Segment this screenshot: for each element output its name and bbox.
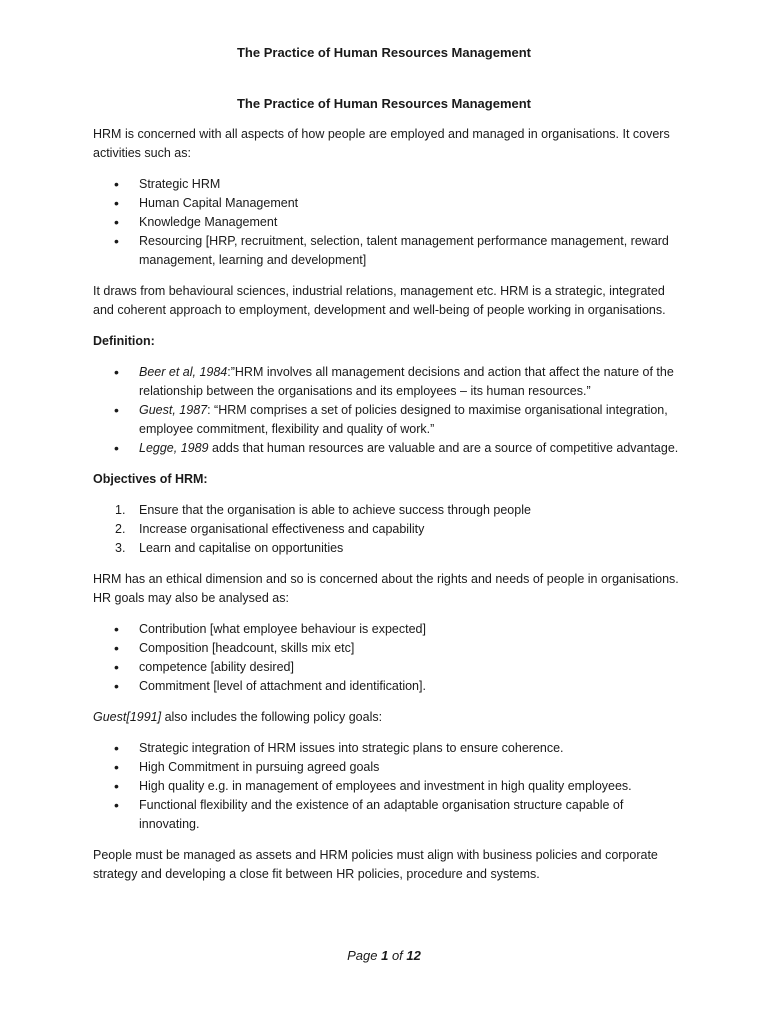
list-item: 1. Ensure that the organisation is able to achieve success through people xyxy=(115,503,531,517)
closing-paragraph: People must be managed as assets and HRM policies must align with business policies and corporate strategy and developing a close fit between HR policies, procedure and systems. xyxy=(93,848,658,881)
list-item: • Human Capital Management xyxy=(93,194,683,213)
list-item: • High Commitment in pursuing agreed goals xyxy=(93,758,683,777)
citation: Beer et al, 1984 xyxy=(139,365,228,379)
page-footer: Page 1 of 12 xyxy=(347,948,421,963)
list-item: • Strategic HRM xyxy=(93,175,683,194)
list-item: • Legge, 1989 adds that human resources are valuable and are a source of competitive advantage. xyxy=(93,439,683,458)
list-item: • Functional flexibility and the existence of an adaptable organisation structure capable of innovating. xyxy=(93,796,683,834)
page-number: 1 xyxy=(381,948,389,963)
guest-intro: Guest[1991] also includes the following policy goals: xyxy=(93,710,383,724)
page-title: The Practice of Human Resources Management xyxy=(236,96,532,111)
list-item: • Beer et al, 1984:”HRM involves all management decisions and action that affect the nature of the relationship between the organisations and its employees – its human resources.” xyxy=(93,363,683,401)
objectives-heading: Objectives of HRM: xyxy=(93,472,208,486)
definitions-list xyxy=(93,363,683,458)
list-item: • Resourcing [HRP, recruitment, selection, talent management performance management, reward management, learning and development] xyxy=(93,232,683,270)
policy-goals-list xyxy=(93,739,683,834)
list-item: • Composition [headcount, skills mix etc] xyxy=(93,639,683,658)
citation: Guest[1991] xyxy=(93,710,162,724)
list-item: • Strategic integration of HRM issues into strategic plans to ensure coherence. xyxy=(93,739,683,758)
list-item: • High quality e.g. in management of employees and investment in high quality employees. xyxy=(93,777,683,796)
list-item: 2. Increase organisational effectiveness and capability xyxy=(115,522,425,536)
document-body xyxy=(93,125,683,884)
list-item: • Guest, 1987: “HRM comprises a set of policies designed to maximise organisational integration, employee commitment, flexibility and quality of work.” xyxy=(93,401,683,439)
activities-list xyxy=(93,175,683,270)
citation: Guest, 1987 xyxy=(139,403,208,417)
list-item: • Knowledge Management xyxy=(93,213,683,232)
intro-paragraph: HRM is concerned with all aspects of how people are employed and managed in organisations. It covers activities such as: xyxy=(93,127,670,160)
list-item: 3. Learn and capitalise on opportunities xyxy=(115,541,344,555)
list-item: • Commitment [level of attachment and identification]. xyxy=(93,677,683,696)
goals-list xyxy=(93,620,683,696)
list-item: • competence [ability desired] xyxy=(93,658,683,677)
paragraph-behavioural: It draws from behavioural sciences, industrial relations, management etc. HRM is a strategic, integrated and coherent approach to employment, development and well-being of people working in organisations. xyxy=(93,284,666,317)
definition-heading: Definition: xyxy=(93,334,155,348)
list-item: • Contribution [what employee behaviour is expected] xyxy=(93,620,683,639)
running-header: The Practice of Human Resources Management xyxy=(236,45,532,60)
page-total: 12 xyxy=(406,948,421,963)
objectives-list xyxy=(93,501,683,558)
citation: Legge, 1989 xyxy=(139,441,209,455)
paragraph-ethical: HRM has an ethical dimension and so is concerned about the rights and needs of people in organisations. HR goals may also be analysed as: xyxy=(93,572,679,605)
